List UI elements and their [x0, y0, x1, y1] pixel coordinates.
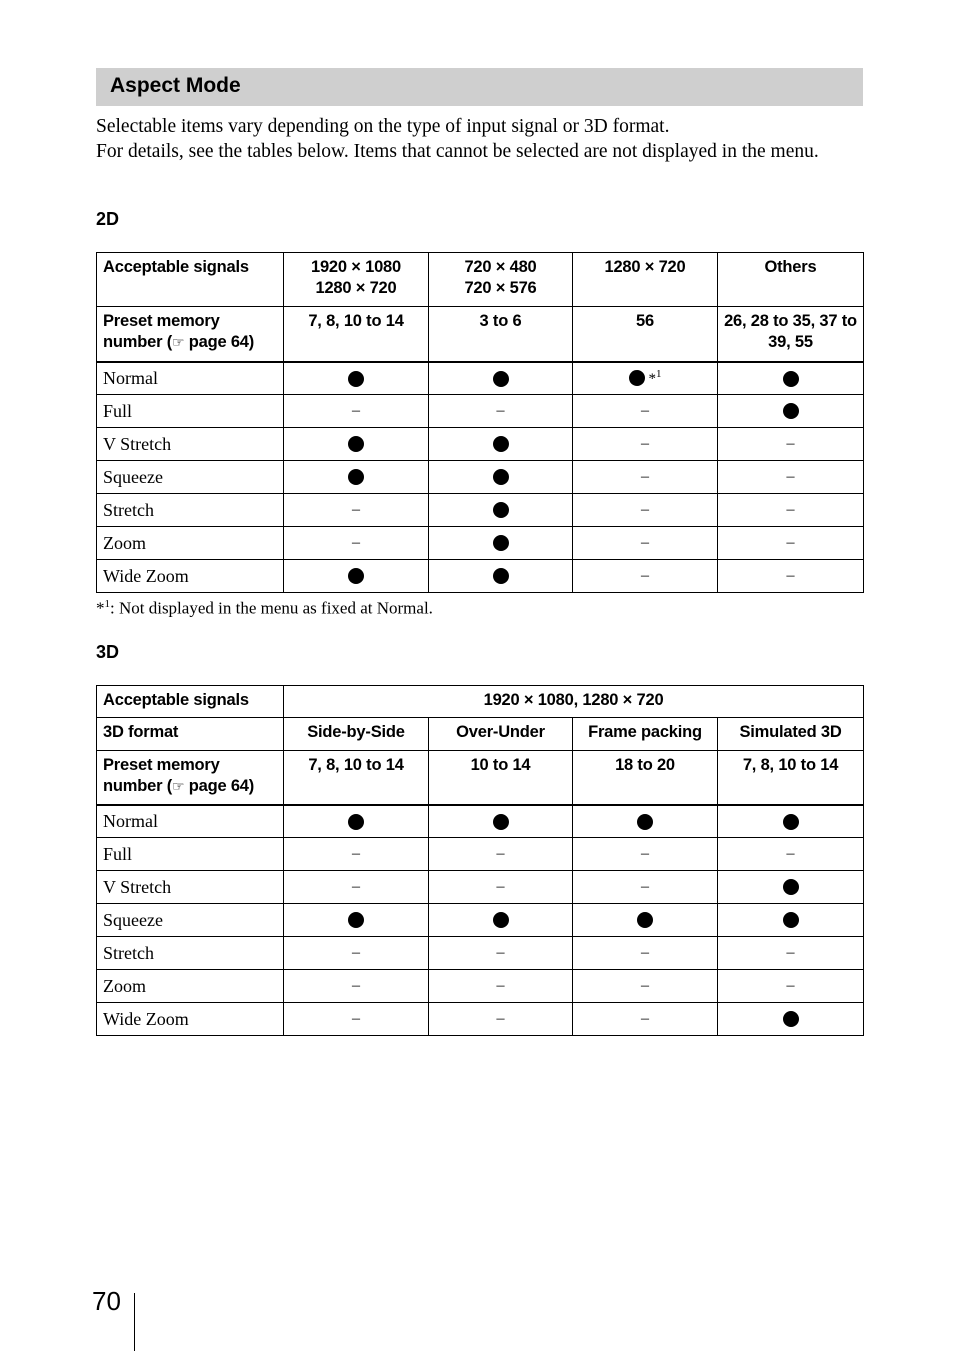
table-row: [97, 838, 864, 871]
filled-circle-icon: [783, 1011, 799, 1027]
available-mark: [284, 805, 429, 838]
available-mark: [718, 362, 864, 395]
signals-label: Acceptable signals: [97, 253, 284, 307]
unavailable-mark: –: [573, 838, 718, 871]
filled-circle-icon: [493, 535, 509, 551]
available-mark: [429, 904, 573, 937]
signal-cell: 1920 × 1080 1280 × 720: [284, 253, 429, 307]
available-mark: [284, 362, 429, 395]
unavailable-mark: –: [718, 494, 864, 527]
preset-cell: 7, 8, 10 to 14: [718, 751, 864, 805]
table-row: [97, 560, 864, 593]
unavailable-mark: –: [573, 937, 718, 970]
format-row: [97, 718, 864, 751]
filled-circle-icon: [783, 879, 799, 895]
page-ref-icon: ☞: [171, 335, 185, 351]
table-row: [97, 805, 864, 838]
filled-circle-icon: [783, 403, 799, 419]
filled-circle-icon: [637, 814, 653, 830]
available-mark: [718, 904, 864, 937]
signals-label: Acceptable signals: [97, 686, 284, 718]
row-label: Stretch: [97, 494, 284, 527]
row-label: Wide Zoom: [97, 1003, 284, 1036]
filled-circle-icon: [493, 912, 509, 928]
unavailable-mark: –: [284, 1003, 429, 1036]
unavailable-mark: –: [718, 461, 864, 494]
unavailable-mark: –: [284, 395, 429, 428]
row-label: Stretch: [97, 937, 284, 970]
filled-circle-icon: [783, 912, 799, 928]
filled-circle-icon: [348, 436, 364, 452]
unavailable-mark: –: [429, 838, 573, 871]
intro-text: [96, 114, 863, 164]
row-label: Wide Zoom: [97, 560, 284, 593]
signal-cell: 1920 × 1080, 1280 × 720: [284, 686, 864, 718]
section-title: Aspect Mode: [110, 74, 241, 97]
preset-label: Preset memory number (☞ page 64): [97, 751, 284, 805]
available-mark: [429, 560, 573, 593]
signals-row: [97, 253, 864, 307]
unavailable-mark: –: [284, 871, 429, 904]
preset-row: [97, 307, 864, 362]
available-mark: [284, 428, 429, 461]
available-mark: [573, 362, 718, 395]
filled-circle-icon: [637, 912, 653, 928]
unavailable-mark: –: [718, 838, 864, 871]
filled-circle-icon: [348, 469, 364, 485]
preset-row: [97, 751, 864, 805]
table-3d: [96, 685, 864, 1036]
preset-cell: 56: [573, 307, 718, 362]
filled-circle-icon: [348, 371, 364, 387]
row-label: Zoom: [97, 970, 284, 1003]
preset-cell: 10 to 14: [429, 751, 573, 805]
table-row: [97, 937, 864, 970]
available-mark: [284, 904, 429, 937]
heading-2d: 2D: [96, 209, 120, 229]
heading-3d: 3D: [96, 642, 120, 662]
filled-circle-icon: [629, 370, 645, 386]
signal-cell: 1280 × 720: [573, 253, 718, 307]
preset-cell: 26, 28 to 35, 37 to 39, 55: [718, 307, 864, 362]
table-row: [97, 428, 864, 461]
unavailable-mark: –: [284, 970, 429, 1003]
unavailable-mark: –: [718, 527, 864, 560]
available-mark: [429, 494, 573, 527]
available-mark: [429, 428, 573, 461]
row-label: V Stretch: [97, 428, 284, 461]
available-mark: [718, 395, 864, 428]
row-label: Full: [97, 838, 284, 871]
unavailable-mark: –: [284, 527, 429, 560]
row-label: Zoom: [97, 527, 284, 560]
available-mark: [718, 871, 864, 904]
available-mark: [718, 805, 864, 838]
available-mark: [429, 527, 573, 560]
page-ref-icon: ☞: [171, 779, 185, 795]
unavailable-mark: –: [718, 970, 864, 1003]
unavailable-mark: –: [573, 428, 718, 461]
preset-cell: 7, 8, 10 to 14: [284, 751, 429, 805]
footnote-ref: *$^1$: [648, 368, 662, 388]
filled-circle-icon: [348, 912, 364, 928]
table-row: [97, 1003, 864, 1036]
table-row: [97, 871, 864, 904]
unavailable-mark: –: [429, 970, 573, 1003]
available-mark: [284, 461, 429, 494]
unavailable-mark: –: [429, 871, 573, 904]
filled-circle-icon: [348, 814, 364, 830]
table-row: [97, 527, 864, 560]
row-label: Normal: [97, 805, 284, 838]
table-row: [97, 461, 864, 494]
intro-line: Selectable items vary depending on the type of input signal or 3D format.: [96, 116, 670, 137]
signal-cell: 720 × 480 720 × 576: [429, 253, 573, 307]
row-label: Normal: [97, 362, 284, 395]
filled-circle-icon: [493, 502, 509, 518]
format-cell: Side-by-Side: [284, 718, 429, 751]
unavailable-mark: –: [284, 937, 429, 970]
unavailable-mark: –: [718, 937, 864, 970]
available-mark: [573, 805, 718, 838]
unavailable-mark: –: [573, 1003, 718, 1036]
signal-cell: Others: [718, 253, 864, 307]
preset-cell: 7, 8, 10 to 14: [284, 307, 429, 362]
table-row: [97, 395, 864, 428]
page-rule: [134, 1293, 135, 1351]
preset-label: Preset memory number (☞ page 64): [97, 307, 284, 362]
available-mark: [718, 1003, 864, 1036]
signals-row: [97, 686, 864, 718]
filled-circle-icon: [493, 436, 509, 452]
unavailable-mark: –: [573, 461, 718, 494]
format-cell: Simulated 3D: [718, 718, 864, 751]
filled-circle-icon: [348, 568, 364, 584]
unavailable-mark: –: [718, 428, 864, 461]
table-row: [97, 970, 864, 1003]
unavailable-mark: –: [573, 527, 718, 560]
format-cell: Over-Under: [429, 718, 573, 751]
filled-circle-icon: [493, 814, 509, 830]
unavailable-mark: –: [429, 937, 573, 970]
filled-circle-icon: [493, 469, 509, 485]
footnote: *$^1$: Not displayed in the menu as fixed at Normal.: [96, 598, 433, 618]
preset-cell: 18 to 20: [573, 751, 718, 805]
unavailable-mark: –: [573, 871, 718, 904]
filled-circle-icon: [493, 371, 509, 387]
unavailable-mark: –: [429, 395, 573, 428]
filled-circle-icon: [493, 568, 509, 584]
unavailable-mark: –: [573, 560, 718, 593]
unavailable-mark: –: [284, 494, 429, 527]
row-label: Full: [97, 395, 284, 428]
available-mark: [573, 904, 718, 937]
unavailable-mark: –: [573, 970, 718, 1003]
row-label: Squeeze: [97, 904, 284, 937]
page-number: 70: [92, 1286, 121, 1316]
filled-circle-icon: [783, 371, 799, 387]
format-label: 3D format: [97, 718, 284, 751]
unavailable-mark: –: [573, 494, 718, 527]
format-cell: Frame packing: [573, 718, 718, 751]
table-row: [97, 362, 864, 395]
row-label: Squeeze: [97, 461, 284, 494]
unavailable-mark: –: [284, 838, 429, 871]
available-mark: [429, 805, 573, 838]
section-header: [96, 68, 863, 106]
table-row: [97, 494, 864, 527]
unavailable-mark: –: [718, 560, 864, 593]
row-label: V Stretch: [97, 871, 284, 904]
available-mark: [429, 362, 573, 395]
filled-circle-icon: [783, 814, 799, 830]
intro-line: For details, see the tables below. Items that cannot be selected are not displayed in the menu.: [96, 141, 819, 162]
preset-cell: 3 to 6: [429, 307, 573, 362]
available-mark: [429, 461, 573, 494]
available-mark: [284, 560, 429, 593]
unavailable-mark: –: [573, 395, 718, 428]
table-row: [97, 904, 864, 937]
unavailable-mark: –: [429, 1003, 573, 1036]
table-2d: [96, 252, 864, 593]
